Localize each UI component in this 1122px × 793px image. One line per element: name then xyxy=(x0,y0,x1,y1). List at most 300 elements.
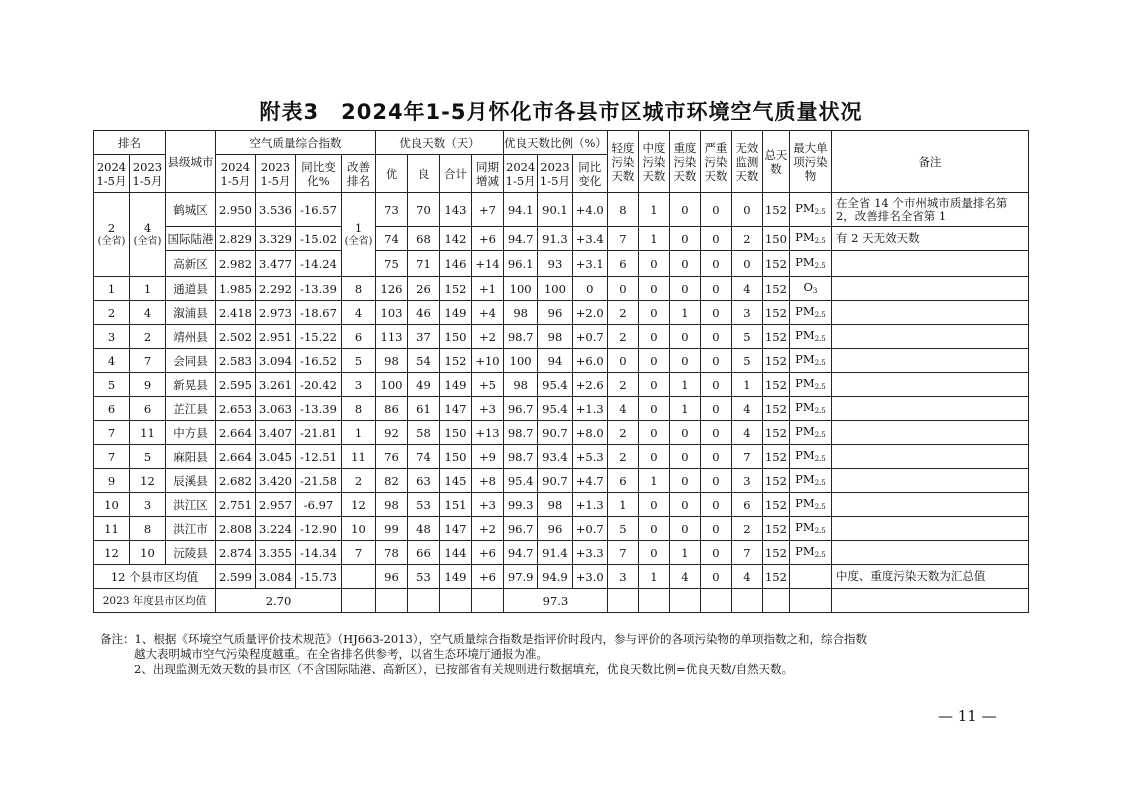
rank-2023-cell: 10 xyxy=(130,541,166,565)
aqi-2024-cell: 2.808 xyxy=(216,517,256,541)
pollutant-cell xyxy=(789,541,831,565)
improve-rank-cell: 12 xyxy=(342,493,376,517)
improve-rank-cell: 11 xyxy=(342,445,376,469)
yoy-change-cell: +2 xyxy=(472,325,504,349)
pollutant-main: PM xyxy=(795,447,815,462)
aqi-2024-cell: 2.418 xyxy=(216,301,256,325)
page-title: 附表3 2024年1-5月怀化市各县市区城市环境空气质量状况 xyxy=(259,100,863,124)
pollutant-subscript: 2.5 xyxy=(814,207,826,216)
header-city: 县级城市 xyxy=(166,131,216,193)
severe-cell: 0 xyxy=(700,397,731,421)
good-sum-cell: 144 xyxy=(440,541,472,565)
ratio-2023-cell: 100 xyxy=(538,277,572,301)
rank-2024-cell: 5 xyxy=(94,373,130,397)
aqi-2023-cell: 3.355 xyxy=(256,541,296,565)
pollutant-main: O xyxy=(803,279,813,294)
city-cell: 国际陆港 xyxy=(166,227,216,251)
header-ratio-2024: 2024 1-5月 xyxy=(504,155,538,193)
ratio-2023-cell: 90.1 xyxy=(538,193,572,227)
header-aqi: 空气质量综合指数 xyxy=(216,131,376,155)
page-number: — 11 — xyxy=(938,707,997,725)
ratio-2024-cell: 94.1 xyxy=(504,193,538,227)
heavy-cell: 0 xyxy=(669,421,700,445)
light-cell: 4 xyxy=(607,397,638,421)
yoy-change-cell: +8 xyxy=(472,469,504,493)
ratio-yoy-cell: +6.0 xyxy=(572,349,607,373)
empty-cell xyxy=(831,589,1028,613)
aqi-yoy-cell: -14.34 xyxy=(296,541,342,565)
pollutant-main: PM xyxy=(795,229,815,244)
city-cell: 通道县 xyxy=(166,277,216,301)
heavy-cell: 0 xyxy=(669,193,700,227)
rank-2024-cell: 11 xyxy=(94,517,130,541)
aqi-2023-cell: 3.084 xyxy=(256,565,296,589)
good-sum-cell: 146 xyxy=(440,251,472,277)
total-cell: 150 xyxy=(762,227,789,251)
rank-2024-group-cell-value: 2 xyxy=(107,220,116,235)
light-cell: 2 xyxy=(607,325,638,349)
aqi-2024-cell: 2.595 xyxy=(216,373,256,397)
ratio-2024-cell: 94.7 xyxy=(504,227,538,251)
rank-2024-cell: 9 xyxy=(94,469,130,493)
table-row xyxy=(94,397,1029,421)
ratio-2023-cell: 98 xyxy=(538,493,572,517)
ratio-2024-cell: 99.3 xyxy=(504,493,538,517)
pollutant-subscript: 2.5 xyxy=(814,310,826,319)
table-row xyxy=(94,373,1029,397)
heavy-cell: 0 xyxy=(669,493,700,517)
aqi-2024-cell: 2.950 xyxy=(216,193,256,227)
rank-2024-cell: 6 xyxy=(94,397,130,421)
invalid-cell: 0 xyxy=(731,251,762,277)
excellent-days-cell: 100 xyxy=(376,373,408,397)
total-cell: 152 xyxy=(762,325,789,349)
table-row xyxy=(94,325,1029,349)
header-aqi-2023: 2023 1-5月 xyxy=(256,155,296,193)
remark-cell xyxy=(831,493,1028,517)
light-cell: 6 xyxy=(607,251,638,277)
pollutant-cell xyxy=(789,469,831,493)
ratio-yoy-cell: +8.0 xyxy=(572,421,607,445)
empty-cell xyxy=(472,589,504,613)
rank-2023-cell: 2 xyxy=(130,325,166,349)
total-cell: 152 xyxy=(762,251,789,277)
aqi-2024-cell: 2.653 xyxy=(216,397,256,421)
invalid-cell: 1 xyxy=(731,373,762,397)
aqi-2023-cell: 3.094 xyxy=(256,349,296,373)
ratio-yoy-cell: +4.7 xyxy=(572,469,607,493)
rank-2023-group-cell xyxy=(130,193,166,277)
aqi-yoy-cell: -15.02 xyxy=(296,227,342,251)
header-rank: 排名 xyxy=(94,131,166,155)
header-aqi-yoy: 同比变化% xyxy=(296,155,342,193)
heavy-cell: 0 xyxy=(669,325,700,349)
severe-cell: 0 xyxy=(700,445,731,469)
moderate-cell: 0 xyxy=(638,251,669,277)
aqi-yoy-cell: -16.52 xyxy=(296,349,342,373)
ratio-2024-cell: 98 xyxy=(504,373,538,397)
total-cell: 152 xyxy=(762,469,789,493)
pollutant-cell xyxy=(789,565,831,589)
header-rank-2024: 2024 1-5月 xyxy=(94,155,130,193)
city-cell: 洪江市 xyxy=(166,517,216,541)
aqi-yoy-cell: -6.97 xyxy=(296,493,342,517)
city-cell: 鹤城区 xyxy=(166,193,216,227)
remark-cell xyxy=(831,541,1028,565)
aqi-yoy-cell: -14.24 xyxy=(296,251,342,277)
table-row xyxy=(94,301,1029,325)
ratio-2023-cell: 96 xyxy=(538,301,572,325)
good-days-cell: 48 xyxy=(408,517,440,541)
severe-cell: 0 xyxy=(700,193,731,227)
severe-cell: 0 xyxy=(700,541,731,565)
excellent-days-cell: 96 xyxy=(376,565,408,589)
table-row xyxy=(94,421,1029,445)
annual-aqi-cell: 2.70 xyxy=(216,589,342,613)
light-cell: 2 xyxy=(607,301,638,325)
improve-rank-cell: 4 xyxy=(342,301,376,325)
pollutant-subscript: 2.5 xyxy=(814,526,826,535)
moderate-cell: 0 xyxy=(638,541,669,565)
good-days-cell: 70 xyxy=(408,193,440,227)
aqi-yoy-cell: -15.22 xyxy=(296,325,342,349)
yoy-change-cell: +13 xyxy=(472,421,504,445)
table-row xyxy=(94,541,1029,565)
yoy-change-cell: +10 xyxy=(472,349,504,373)
ratio-yoy-cell: +3.0 xyxy=(572,565,607,589)
good-sum-cell: 150 xyxy=(440,445,472,469)
yoy-change-cell: +6 xyxy=(472,565,504,589)
city-cell: 辰溪县 xyxy=(166,469,216,493)
improve-rank-group-cell-scope: (全省) xyxy=(344,235,373,247)
good-days-cell: 49 xyxy=(408,373,440,397)
rank-2024-cell: 12 xyxy=(94,541,130,565)
ratio-yoy-cell: +3.4 xyxy=(572,227,607,251)
city-cell: 靖州县 xyxy=(166,325,216,349)
table-row xyxy=(94,445,1029,469)
ratio-2023-cell: 90.7 xyxy=(538,469,572,493)
pollutant-main: PM xyxy=(795,327,815,342)
severe-cell: 0 xyxy=(700,421,731,445)
aqi-2024-cell: 2.829 xyxy=(216,227,256,251)
header-good: 良 xyxy=(408,155,440,193)
rank-2024-cell: 10 xyxy=(94,493,130,517)
aqi-yoy-cell: -16.57 xyxy=(296,193,342,227)
ratio-yoy-cell: +0.7 xyxy=(572,517,607,541)
empty-cell xyxy=(607,589,638,613)
aqi-2023-cell: 3.407 xyxy=(256,421,296,445)
pollutant-subscript: 2.5 xyxy=(814,334,826,343)
rank-2024-cell: 4 xyxy=(94,349,130,373)
aqi-2023-cell: 2.951 xyxy=(256,325,296,349)
severe-cell: 0 xyxy=(700,227,731,251)
city-cell: 洪江区 xyxy=(166,493,216,517)
pollutant-main: PM xyxy=(795,200,815,215)
heavy-cell: 1 xyxy=(669,373,700,397)
table-row xyxy=(94,251,1029,277)
rank-2023-cell: 8 xyxy=(130,517,166,541)
remark-cell: 在全省 14 个市州城市质量排名第 2，改善排名全省第 1 xyxy=(831,193,1028,227)
ratio-2023-cell: 95.4 xyxy=(538,397,572,421)
excellent-days-cell: 98 xyxy=(376,493,408,517)
light-cell: 7 xyxy=(607,541,638,565)
annual-average-row xyxy=(94,589,1029,613)
aqi-2024-cell: 2.664 xyxy=(216,421,256,445)
severe-cell: 0 xyxy=(700,251,731,277)
light-cell: 7 xyxy=(607,227,638,251)
yoy-change-cell: +5 xyxy=(472,373,504,397)
pollutant-main: PM xyxy=(795,423,815,438)
table-row xyxy=(94,469,1029,493)
rank-2023-cell: 12 xyxy=(130,469,166,493)
air-quality-table xyxy=(93,130,1029,613)
header-sum: 合计 xyxy=(440,155,472,193)
header-total: 总天数 xyxy=(762,131,789,193)
aqi-yoy-cell: -12.51 xyxy=(296,445,342,469)
ratio-2024-cell: 97.9 xyxy=(504,565,538,589)
good-days-cell: 26 xyxy=(408,277,440,301)
ratio-2023-cell: 91.3 xyxy=(538,227,572,251)
good-days-cell: 58 xyxy=(408,421,440,445)
aqi-2023-cell: 3.536 xyxy=(256,193,296,227)
moderate-cell: 0 xyxy=(638,421,669,445)
ratio-2023-cell: 90.7 xyxy=(538,421,572,445)
light-cell: 5 xyxy=(607,517,638,541)
ratio-2023-cell: 93 xyxy=(538,251,572,277)
heavy-cell: 0 xyxy=(669,227,700,251)
pollutant-cell xyxy=(789,517,831,541)
excellent-days-cell: 103 xyxy=(376,301,408,325)
rank-2023-cell: 7 xyxy=(130,349,166,373)
heavy-cell: 0 xyxy=(669,349,700,373)
severe-cell: 0 xyxy=(700,517,731,541)
ratio-2023-cell: 98 xyxy=(538,325,572,349)
empty-cell xyxy=(789,589,831,613)
moderate-cell: 0 xyxy=(638,277,669,301)
good-days-cell: 53 xyxy=(408,565,440,589)
rank-2023-cell: 1 xyxy=(130,277,166,301)
invalid-cell: 2 xyxy=(731,517,762,541)
moderate-cell: 0 xyxy=(638,517,669,541)
header-rank-2023: 2023 1-5月 xyxy=(130,155,166,193)
heavy-cell: 0 xyxy=(669,277,700,301)
good-sum-cell: 143 xyxy=(440,193,472,227)
note-1: 备注：1、根据《环境空气质量评价技术规范》（HJ663-2013），空气质量综合指数是指评价时段内，参与评价的各项污染物的单项指数之和，综合指数 xyxy=(100,632,868,646)
light-cell: 2 xyxy=(607,445,638,469)
invalid-cell: 4 xyxy=(731,421,762,445)
ratio-2023-cell: 93.4 xyxy=(538,445,572,469)
remark-cell xyxy=(831,469,1028,493)
pollutant-cell xyxy=(789,373,831,397)
rank-2024-cell: 7 xyxy=(94,445,130,469)
remark-cell: 有 2 天无效天数 xyxy=(831,227,1028,251)
total-cell: 152 xyxy=(762,493,789,517)
header-aqi-2024: 2024 1-5月 xyxy=(216,155,256,193)
good-sum-cell: 147 xyxy=(440,517,472,541)
moderate-cell: 0 xyxy=(638,373,669,397)
empty-cell xyxy=(700,589,731,613)
pollutant-subscript: 2.5 xyxy=(814,382,826,391)
invalid-cell: 4 xyxy=(731,277,762,301)
severe-cell: 0 xyxy=(700,349,731,373)
total-cell: 152 xyxy=(762,517,789,541)
invalid-cell: 6 xyxy=(731,493,762,517)
pollutant-main: PM xyxy=(795,495,815,510)
aqi-2023-cell: 2.292 xyxy=(256,277,296,301)
invalid-cell: 2 xyxy=(731,227,762,251)
remark-cell xyxy=(831,349,1028,373)
improve-rank-cell: 7 xyxy=(342,541,376,565)
ratio-2024-cell: 98 xyxy=(504,301,538,325)
pollutant-subscript: 2.5 xyxy=(814,550,826,559)
moderate-cell: 0 xyxy=(638,397,669,421)
header-invalid: 无效监测天数 xyxy=(731,131,762,193)
light-cell: 1 xyxy=(607,493,638,517)
total-cell: 152 xyxy=(762,301,789,325)
aqi-2023-cell: 2.957 xyxy=(256,493,296,517)
moderate-cell: 1 xyxy=(638,469,669,493)
aqi-yoy-cell: -18.67 xyxy=(296,301,342,325)
excellent-days-cell: 113 xyxy=(376,325,408,349)
good-days-cell: 63 xyxy=(408,469,440,493)
yoy-change-cell: +6 xyxy=(472,541,504,565)
header-light: 轻度污染天数 xyxy=(607,131,638,193)
rank-2024-cell: 1 xyxy=(94,277,130,301)
pollutant-subscript: 2.5 xyxy=(814,454,826,463)
header-ratio: 优良天数比例（%） xyxy=(504,131,608,155)
ratio-yoy-cell: +4.0 xyxy=(572,193,607,227)
remark-cell: 中度、重度污染天数为汇总值 xyxy=(831,565,1028,589)
rank-2023-cell: 9 xyxy=(130,373,166,397)
aqi-2023-cell: 3.329 xyxy=(256,227,296,251)
good-sum-cell: 150 xyxy=(440,325,472,349)
pollutant-subscript: 2.5 xyxy=(814,236,826,245)
aqi-2024-cell: 2.874 xyxy=(216,541,256,565)
rank-2023-group-cell-value: 4 xyxy=(143,220,152,235)
rank-2023-cell: 6 xyxy=(130,397,166,421)
empty-cell xyxy=(376,589,408,613)
total-cell: 152 xyxy=(762,421,789,445)
pollutant-cell xyxy=(789,193,831,227)
ratio-yoy-cell: +2.0 xyxy=(572,301,607,325)
ratio-yoy-cell: 0 xyxy=(572,277,607,301)
aqi-2024-cell: 2.502 xyxy=(216,325,256,349)
ratio-2024-cell: 96.7 xyxy=(504,397,538,421)
improve-rank-cell: 8 xyxy=(342,397,376,421)
remark-cell xyxy=(831,301,1028,325)
city-cell: 中方县 xyxy=(166,421,216,445)
ratio-2024-cell: 96.1 xyxy=(504,251,538,277)
aqi-2023-cell: 3.477 xyxy=(256,251,296,277)
good-days-cell: 61 xyxy=(408,397,440,421)
good-sum-cell: 142 xyxy=(440,227,472,251)
total-cell: 152 xyxy=(762,445,789,469)
pollutant-main: PM xyxy=(795,543,815,558)
aqi-2023-cell: 3.224 xyxy=(256,517,296,541)
invalid-cell: 7 xyxy=(731,541,762,565)
excellent-days-cell: 73 xyxy=(376,193,408,227)
light-cell: 0 xyxy=(607,277,638,301)
ratio-2024-cell: 100 xyxy=(504,277,538,301)
remark-cell xyxy=(831,251,1028,277)
yoy-change-cell: +9 xyxy=(472,445,504,469)
note-1-continued: 越大表明城市空气污染程度越重。在全省排名供参考，以省生态环境厅通报为准。 xyxy=(134,647,548,661)
excellent-days-cell: 82 xyxy=(376,469,408,493)
rank-2023-cell: 5 xyxy=(130,445,166,469)
good-days-cell: 68 xyxy=(408,227,440,251)
empty-cell xyxy=(440,589,472,613)
light-cell: 3 xyxy=(607,565,638,589)
aqi-2023-cell: 3.420 xyxy=(256,469,296,493)
moderate-cell: 0 xyxy=(638,301,669,325)
improve-rank-cell: 8 xyxy=(342,277,376,301)
ratio-2024-cell: 95.4 xyxy=(504,469,538,493)
moderate-cell: 0 xyxy=(638,445,669,469)
heavy-cell: 0 xyxy=(669,517,700,541)
aqi-2023-cell: 3.045 xyxy=(256,445,296,469)
ratio-yoy-cell: +2.6 xyxy=(572,373,607,397)
severe-cell: 0 xyxy=(700,325,731,349)
ratio-2024-cell: 98.7 xyxy=(504,421,538,445)
table-row xyxy=(94,517,1029,541)
total-cell: 152 xyxy=(762,373,789,397)
light-cell: 8 xyxy=(607,193,638,227)
total-cell: 152 xyxy=(762,193,789,227)
note-2: 2、出现监测无效天数的县市区（不含国际陆港、高新区），已按部省有关规则进行数据填充，优良天数比例=优良天数/自然天数。 xyxy=(134,662,794,676)
remark-cell xyxy=(831,373,1028,397)
rank-2023-cell: 4 xyxy=(130,301,166,325)
ratio-2024-cell: 96.7 xyxy=(504,517,538,541)
empty-cell xyxy=(342,589,376,613)
pollutant-main: PM xyxy=(795,471,815,486)
severe-cell: 0 xyxy=(700,469,731,493)
yoy-change-cell: +4 xyxy=(472,301,504,325)
table-row xyxy=(94,349,1029,373)
average-label-cell: 12 个县市区均值 xyxy=(94,565,216,589)
moderate-cell: 1 xyxy=(638,565,669,589)
pollutant-subscript: 3 xyxy=(812,286,818,295)
aqi-2023-cell: 2.973 xyxy=(256,301,296,325)
ratio-yoy-cell: +1.3 xyxy=(572,397,607,421)
pollutant-subscript: 2.5 xyxy=(814,261,826,270)
rank-2024-cell: 3 xyxy=(94,325,130,349)
improve-rank-cell: 10 xyxy=(342,517,376,541)
ratio-2023-cell: 91.4 xyxy=(538,541,572,565)
rank-2024-cell: 7 xyxy=(94,421,130,445)
heavy-cell: 1 xyxy=(669,541,700,565)
city-cell: 芷江县 xyxy=(166,397,216,421)
ratio-2024-cell: 100 xyxy=(504,349,538,373)
pollutant-cell xyxy=(789,277,831,301)
improve-rank-cell: 1 xyxy=(342,421,376,445)
rank-2024-group-cell xyxy=(94,193,130,277)
aqi-yoy-cell: -13.39 xyxy=(296,397,342,421)
empty-cell xyxy=(669,589,700,613)
severe-cell: 0 xyxy=(700,565,731,589)
annual-ratio-cell: 97.3 xyxy=(504,589,608,613)
excellent-days-cell: 126 xyxy=(376,277,408,301)
invalid-cell: 3 xyxy=(731,469,762,493)
yoy-change-cell: +7 xyxy=(472,193,504,227)
header-ratio-2023: 2023 1-5月 xyxy=(538,155,572,193)
moderate-cell: 1 xyxy=(638,227,669,251)
city-cell: 高新区 xyxy=(166,251,216,277)
remark-cell xyxy=(831,517,1028,541)
total-cell: 152 xyxy=(762,349,789,373)
improve-rank-cell: 2 xyxy=(342,469,376,493)
header-ratio-yoy: 同比变化 xyxy=(572,155,607,193)
excellent-days-cell: 76 xyxy=(376,445,408,469)
